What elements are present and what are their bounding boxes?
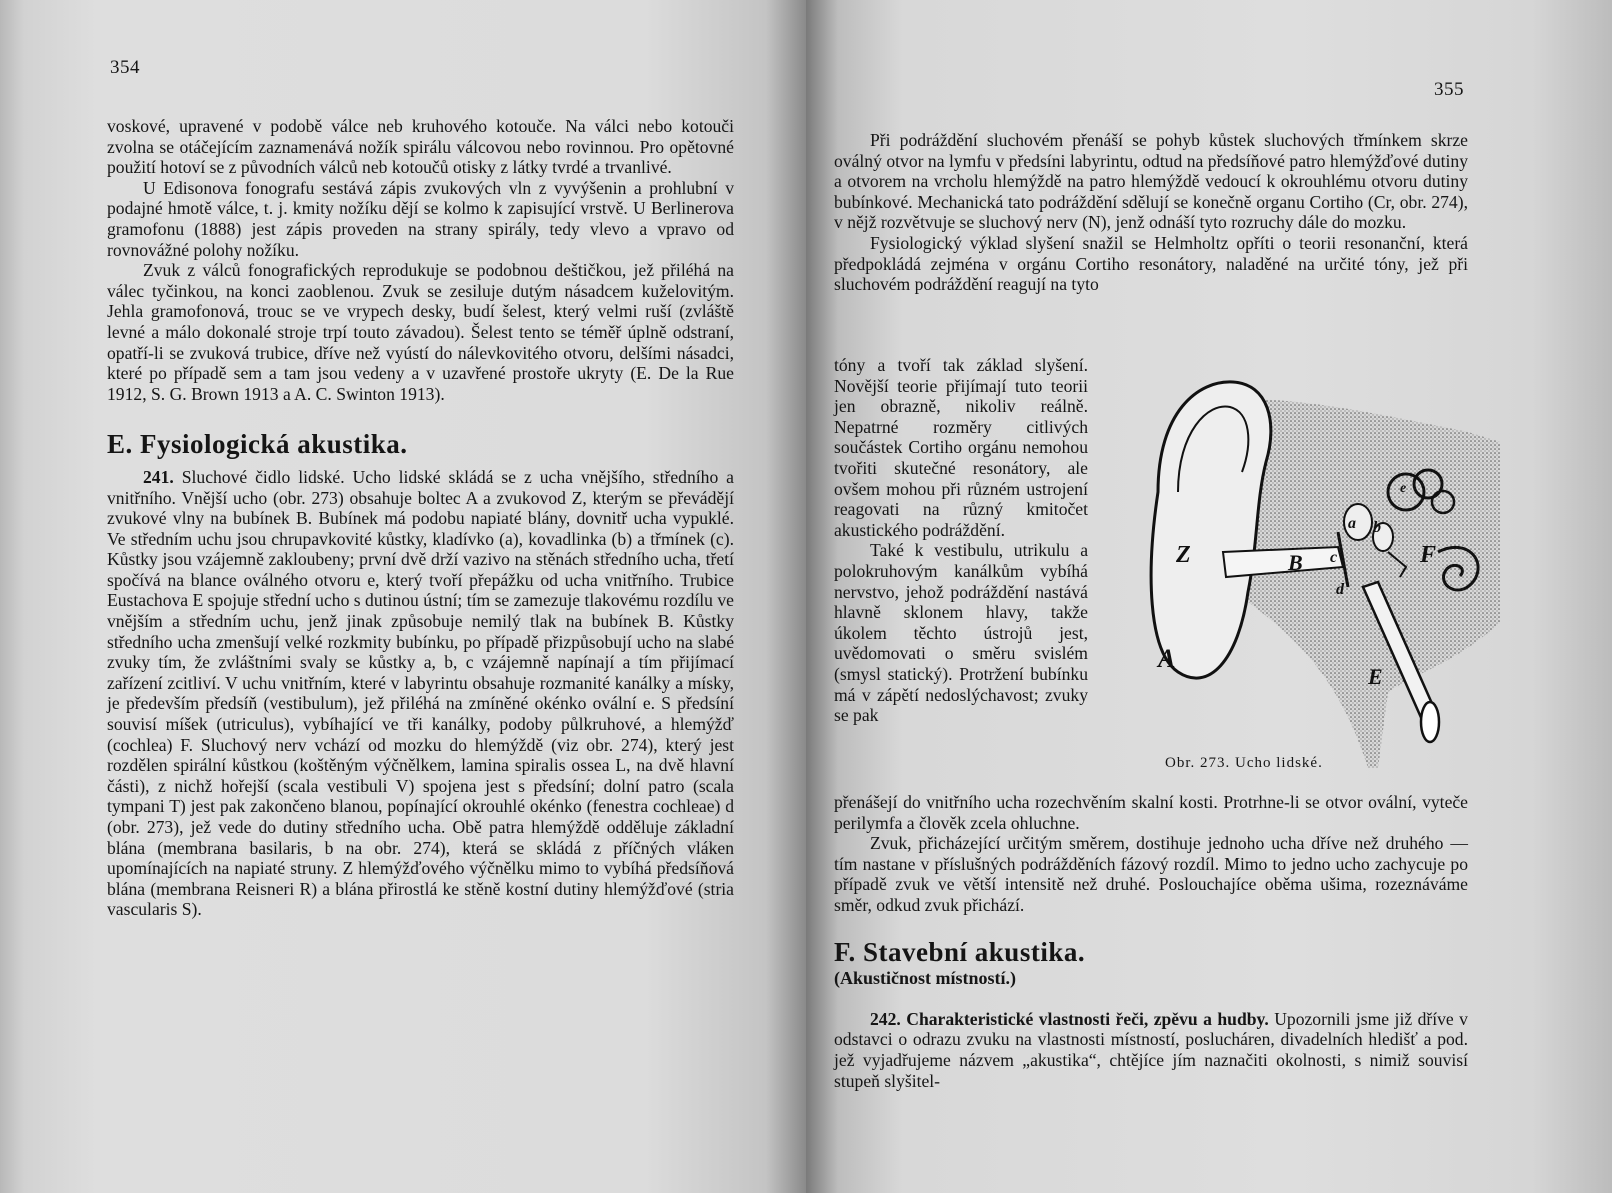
paragraph-r2-wrap: tóny a tvoří tak základ slyšení. Novější teorie přijímají tuto teorii jen obrazně, nikoliv reálně. Nepatrné rozměry citlivých součástek Cortiho orgánu nemohou tvořiti skutečné resonátory, ale ovšem mohou při různém ustrojení reagovati na různý kmitočet akustického podráždění. <box>834 355 1088 540</box>
section-subheading: (Akustičnost místností.) <box>834 968 1017 989</box>
label-c-lower: c <box>1330 549 1338 566</box>
ear-figure <box>1138 372 1500 768</box>
left-column <box>107 116 734 920</box>
page-number-left: 354 <box>110 57 140 78</box>
label-d-lower: d <box>1336 581 1344 598</box>
label-e-lower: e <box>1400 481 1407 496</box>
section-title-242: Charakteristické vlastnosti řeči, zpěvu a hudby. <box>906 1008 1269 1029</box>
right-column-wrap <box>834 355 1088 726</box>
label-a-lower: a <box>1348 515 1356 532</box>
section-number-241: 241. <box>143 466 174 487</box>
paragraph-2: U Edisonova fonografu sestává zápis zvukových vln z vyvýšenin a prohlubní v podajné hmotě válce, t. j. kmity nožíku dějí se kolmo k zapisující vrstvě. U Berlinerova gramofonu (1888) jest zápis proveden na strany spirály, tedy vlevo a vpravo od rovnovážné polohy nožíku. <box>107 177 734 260</box>
paragraph-241: 241. Sluchové čidlo lidské. Ucho lidské skládá se z ucha vnějšího, středního a vnitřního. Vnější ucho (obr. 273) obsahuje boltec A a zvukovod Z, kterým se převádějí zvukové vlny na bubínek B. Bubínek má podobu napiaté blány, dovnitř ucha vypuklé. Ve středním uchu jsou chrupavkovité kůstky, kladívko (a), kovadlinka (b) a třmínek (c). Kůstky jsou vzájemně zakloubeny; první dvě drží vazivo na stěnách středního ucha, třetí spočívá na blance oválného otvoru e, který tvoří přepážku od ucha vnitřního. Trubice Eustachova E spojuje střední ucho s dutinou ústní; tím se zamezuje tlakovému rozdílu ve vnějším a středním uchu, jenž jinak způsobuje nemilý tlak na bubínek B. Kůstky středního ucha zmenšují velké rozkmity bubínku, po případě přizpůsobují ucho na slabé zvuky tím, že zvláštními svaly se kůstky a, b, c vzájemně napínají a tím přijímací zařízení zcitliví. V uchu vnitřním, které v labyrintu obsahuje rozmanité kanálky a mísky, je především předsíň (vestibulum), jež přiléhá na zmíněné okénko ovální e. S předsíní souvisí míšek (utriculus), vybíhající ve tři kanálky, podoby půlkruhové, a hlemýžď (cochlea) F. Sluchový nerv vchází od mozku do hlemýždě (viz obr. 274), který jest rozdělen spirální kůstkou (koštěným výčnělkem, lamina spiralis ossea L, na dvě hlavní části), z nichž hořejší (scala vestibuli V) spojena jest s předsíní; dolní patro (scala tympani T) jest pak zakončeno blanou, popínající okrouhlé okénko (fenestra cochleae) d (obr. 273), jež vede do dutiny středního ucha. Obě patra hlemýždě odděluje základní blána (membrana basilaris, b na obr. 274), která se skládá z příčných vláken upomínajících na napiaté struny. Z hlemýžďového výčnělku mimo to vybíhá předsíňová blána (membrana Reisneri R) a blána přirostlá ke stěně kostní dutiny hlemýžďové (stria vascularis S). <box>107 466 734 920</box>
right-column-bottom <box>834 792 1468 1091</box>
paragraph-r1: Při podráždění sluchovém přenáší se pohyb kůstek sluchových třmínkem skrze oválný otvor na lymfu v předsíni labyrintu, odtud na předsíňové patro hlemýžďové dutiny a otvorem na vrcholu hlemýždě na patro hlemýždě vedoucí k okrouhlému otvoru dutiny bubínkové. Mechanická tato podráždění sdělují se konečně organu Cortiho (Cr, obr. 274), v nějž rozvětvuje se sluchový nerv (N), jenž odnáší tyto rozruchy dále do mozku. <box>834 130 1468 233</box>
auricle-outline <box>1151 382 1271 678</box>
figure-caption: Obr. 273. Ucho lidské. <box>1165 755 1323 771</box>
label-b-lower: b <box>1373 519 1381 536</box>
paragraph-3: Zvuk z válců fonografických reprodukuje se podobnou deštičkou, jež přiléhá na válec tyčinkou, na konci zaoblenou. Zvuk se zesiluje dutým násadcem kuželovitým. Jehla gramofonová, trouc se ve vrypech desky, budí šelest, který velmi ruší (zvláště levné a málo dokonalé stroje trpí touto závadou). Šelest tento se téměř úplně odstraní, opatří-li se zvuková trubice, dříve než vyústí do nálevkovitého otvoru, delšími násadci, které po případě sem a tam jsou vedeny a v uzavřené prostoře ukryty (E. De la Rue 1912, S. G. Brown 1913 a A. C. Swinton 1913). <box>107 260 734 404</box>
label-e-upper: E <box>1368 664 1383 689</box>
paragraph-242: 242. Charakteristické vlastnosti řeči, zpěvu a hudby. Upozornili jsme již dříve v odstavci o odrazu zvuku na vlastnosti místností, poslucháren, divadelních hledišť a pod. jež vyjadřujeme názvem „akustika“, chtějíce jím naznačiti okolnosti, s nimiž souvisí stupeň slyšitel- <box>834 1008 1468 1091</box>
label-f: F <box>1420 542 1437 568</box>
label-a-upper: A <box>1158 644 1176 673</box>
paragraph-r3-rest: přenášejí do vnitřního ucha rozechvěním skalní kosti. Protrhne-li se otvor ovální, vyteče perilymfa a člověk zcela ohluchne. <box>834 792 1468 833</box>
right-column-top <box>834 130 1468 295</box>
section-heading-e: E. Fysiologická akustika. <box>107 429 408 460</box>
page-number-right: 355 <box>1434 79 1464 100</box>
label-b-upper: B <box>1288 550 1303 575</box>
paragraph-r2-top: Fysiologický výklad slyšení snažil se Helmholtz opříti o teorii resonanční, která předpokládá zejména v orgánu Cortiho resonátory, naladěné na určité tóny, jež při sluchovém podráždění reagují na tyto <box>834 232 1468 295</box>
paragraph-r3-wrap: Také k vestibulu, utrikulu a polokruhovým kanálkům vybíhá nervstvo, jehož podráždění nastává hlavně sklonem hlavy, takže úkolem těchto ústrojů jest, uvědomovati o směru svislém (smysl statický). Protržení bubínku má v zápětí nedoslýchavost; zvuky se pak <box>834 540 1088 726</box>
eustachian-tube-opening <box>1421 702 1439 742</box>
section-heading-f: F. Stavební akustika. <box>834 936 1086 967</box>
label-z: Z <box>1176 542 1191 568</box>
paragraph-r4: Zvuk, přicházející určitým směrem, dostihuje jednoho ucha dříve než druhého — tím nastane v příslušných podrážděních fázový rozdíl. Mimo to jedno ucho zachycuje po případě zvuk ve větší intensitě než druhé. Poslouchajíce oběma ušima, rozeznáváme směr, odkud zvuk přichází. <box>834 833 1468 915</box>
section-number-242: 242. <box>870 1008 901 1029</box>
paragraph-1: voskové, upravené v podobě válce neb kruhového kotouče. Na válci nebo kotouči zvolna se otáčejícím zaznamenává nožík spirálu válcovou nebo rovinnou. Pro opětovné použití hotoví se z původních válců neb kotoučů otisky z látky tvrdé a trvanlivé. <box>107 116 734 178</box>
